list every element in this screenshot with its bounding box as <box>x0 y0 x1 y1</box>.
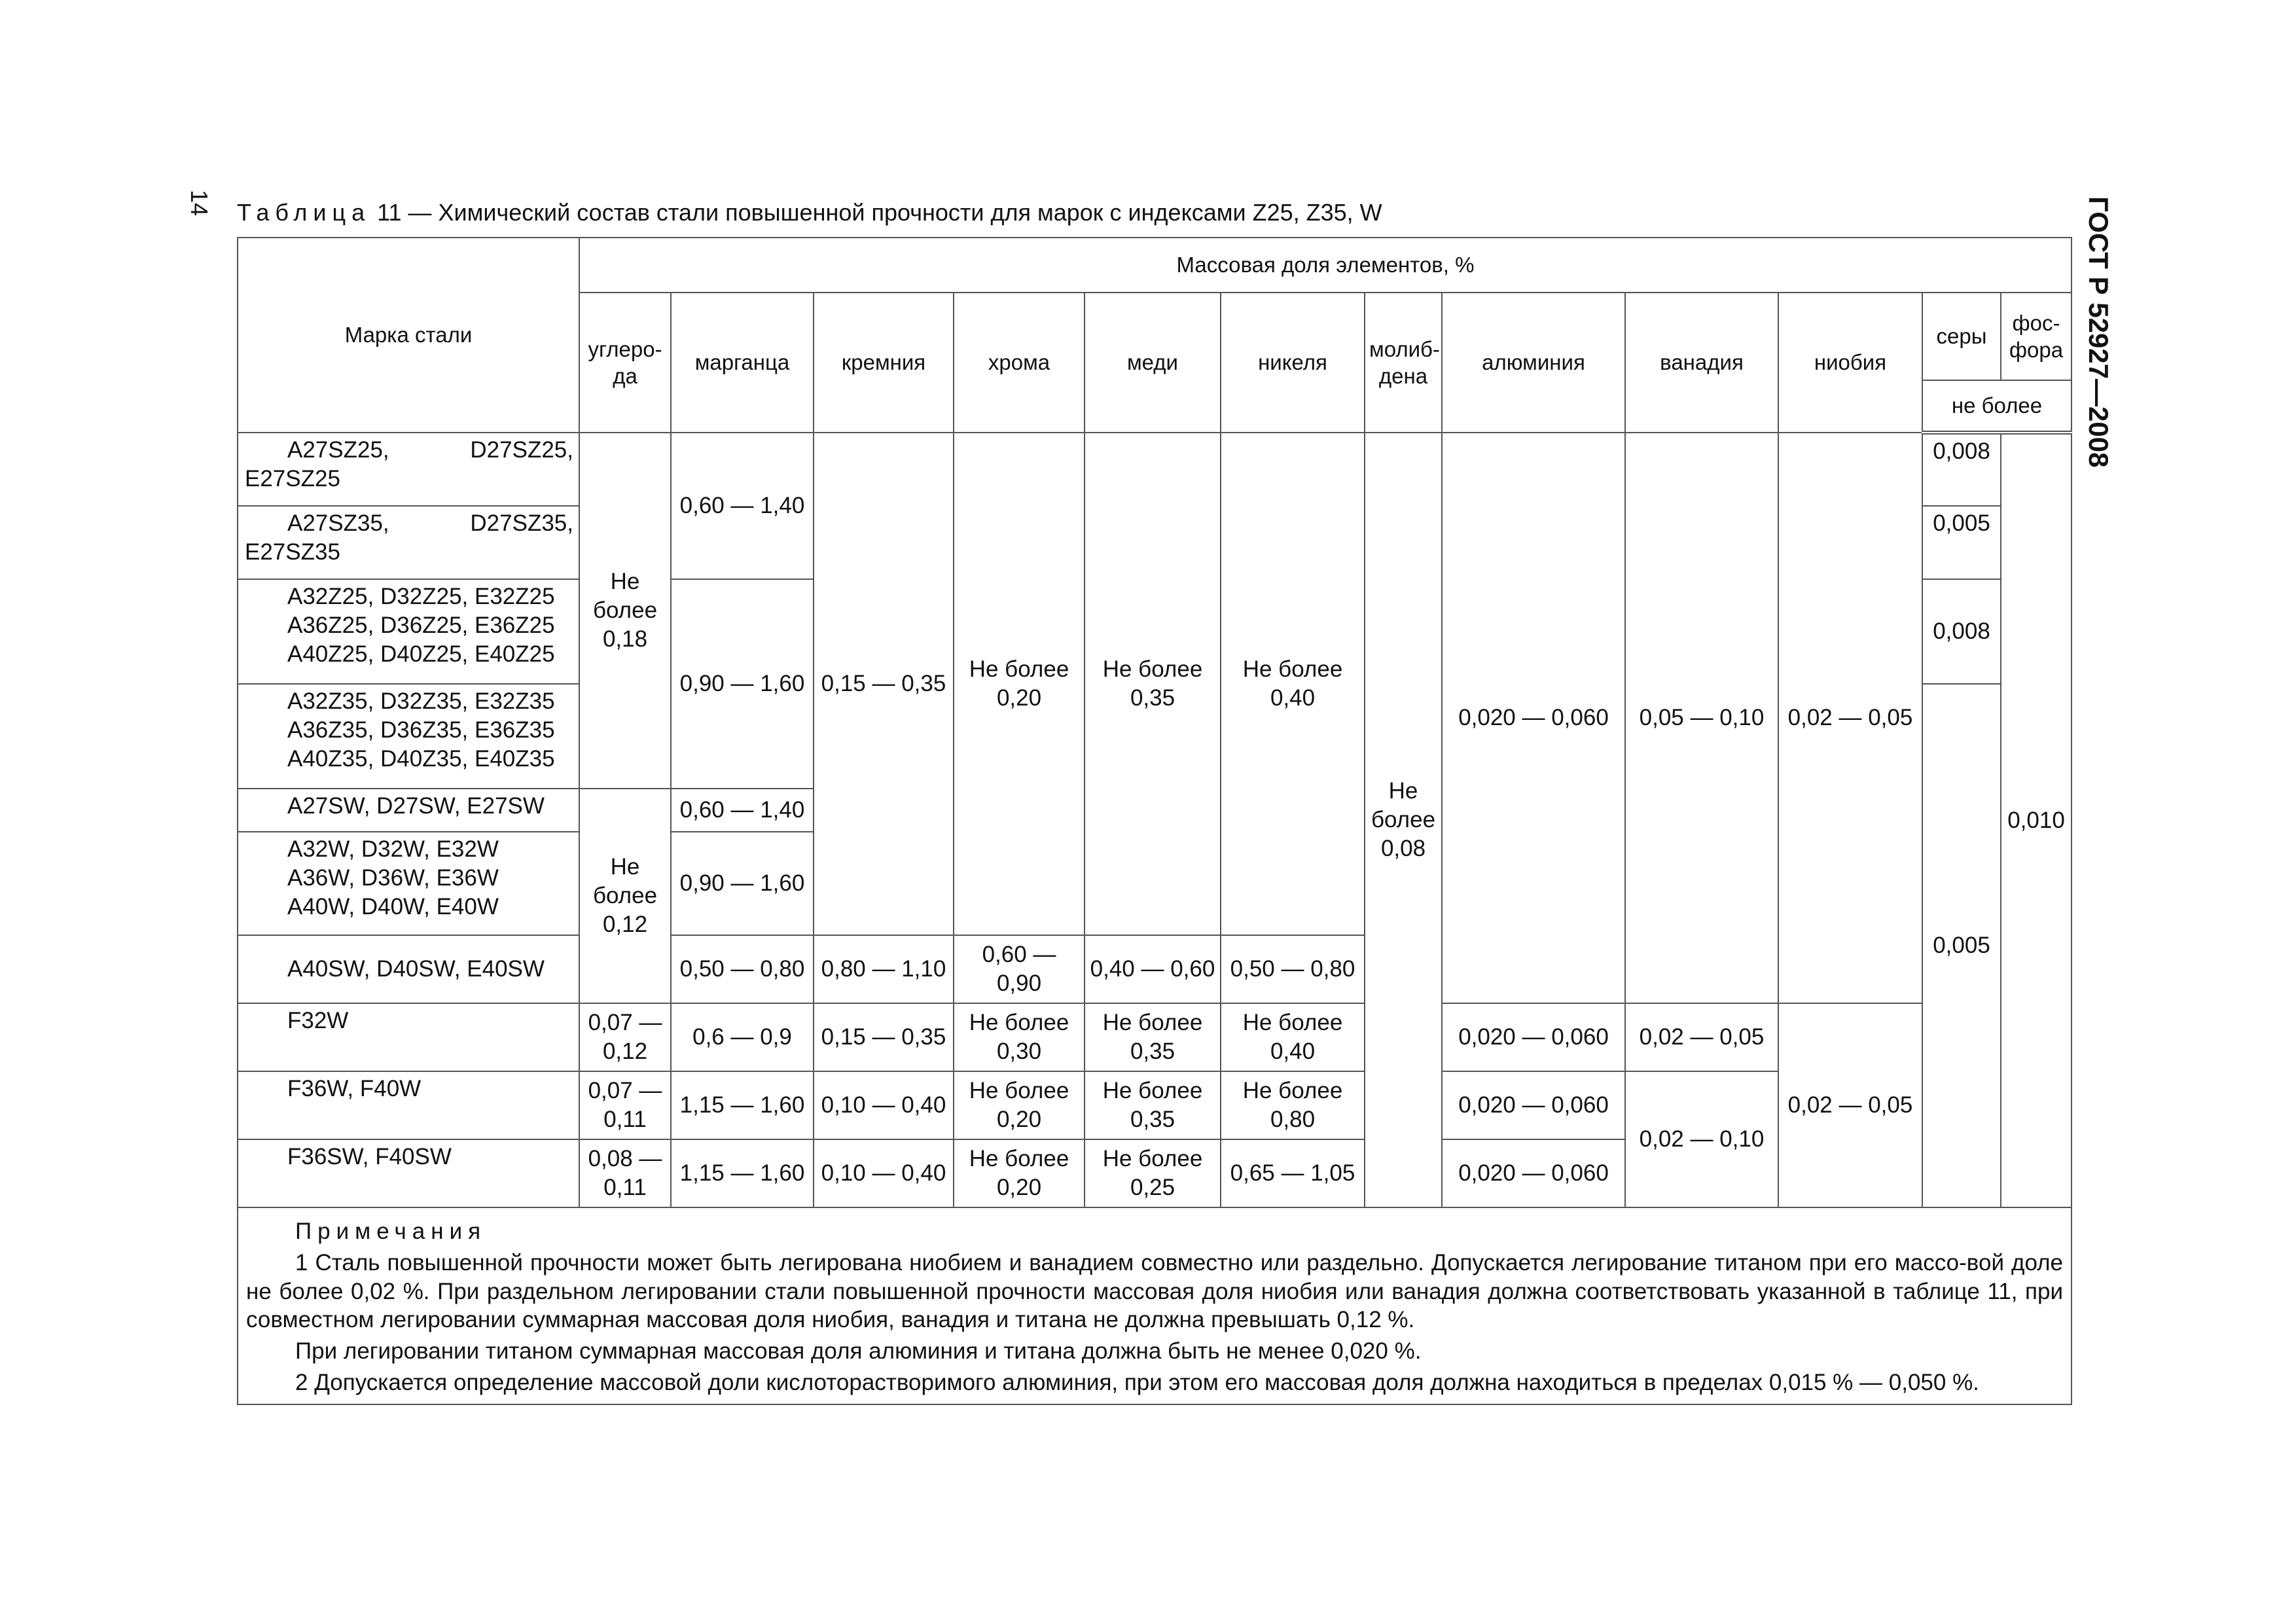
grade-line: A40Z35, D40Z35, E40Z35 <box>287 745 555 772</box>
nickel-value: 0,50 — 0,80 <box>1221 935 1365 1003</box>
document-code: ГОСТ Р 52927—2008 <box>2083 196 2114 468</box>
header-not-more: не более <box>1922 380 2072 433</box>
table-caption-label: Таблица <box>237 199 371 226</box>
note-2: 2 Допускается определение массовой доли кислоторастворимого алюминия, при этом его массовая доля должна находиться в пределах 0,015 % — 0,050 %. <box>295 1369 1979 1395</box>
header-niobium: ниобия <box>1778 293 1922 433</box>
copper-main: Не более 0,35 <box>1085 433 1221 935</box>
sulfur-main: 0,005 <box>1922 684 2001 1207</box>
grade-a27sz35: A27SZ35, <box>287 510 389 536</box>
manganese-value: 0,6 — 0,9 <box>671 1003 814 1071</box>
chromium-value: Не более 0,20 <box>954 1139 1085 1207</box>
header-silicon: кремния <box>814 293 954 433</box>
aluminium-value: 0,020 — 0,060 <box>1442 1071 1625 1139</box>
header-manganese: марганца <box>671 293 814 433</box>
table-notes <box>238 1207 2072 1404</box>
grade-cell <box>238 832 579 935</box>
silicon-value: 0,10 — 0,40 <box>814 1139 954 1207</box>
header-molybdenum: молиб-дена <box>1365 293 1442 433</box>
header-steel-grade: Марка стали <box>238 238 579 433</box>
chemical-composition-table <box>237 237 2072 1405</box>
chromium-main: Не более 0,20 <box>954 433 1085 935</box>
grade-line: A36W, D36W, E36W <box>287 865 499 891</box>
grade-f36w-f40w: F36W, F40W <box>238 1071 579 1139</box>
manganese-value: 1,15 — 1,60 <box>671 1139 814 1207</box>
grade-e27sz35: E27SZ35 <box>245 539 340 565</box>
carbon-value: 0,07 — 0,12 <box>579 1003 671 1071</box>
header-vanadium: ванадия <box>1625 293 1778 433</box>
grade-line: A40W, D40W, E40W <box>287 893 499 919</box>
note-1-titanium: При легировании титаном суммарная массовая доля алюминия и титана должна быть не менее 0,020 %. <box>295 1338 1422 1364</box>
header-sulfur: серы <box>1922 293 2001 380</box>
carbon-z-grades: Не более 0,18 <box>579 433 671 789</box>
nickel-value: 0,65 — 1,05 <box>1221 1139 1365 1207</box>
sulfur-value: 0,008 <box>1922 579 2001 684</box>
grade-f36sw-f40sw: F36SW, F40SW <box>238 1139 579 1207</box>
manganese-z-group1: 0,60 — 1,40 <box>671 433 814 579</box>
vanadium-value: 0,02 — 0,05 <box>1625 1003 1778 1071</box>
table-caption-text: 11 — Химический состав стали повышенной прочности для марок с индексами Z25, Z35, W <box>377 199 1382 226</box>
grade-e27sz25: E27SZ25 <box>245 465 340 491</box>
sulfur-value: 0,005 <box>1922 506 2001 579</box>
header-carbon: углеро-да <box>579 293 671 433</box>
carbon-w-grades: Не более 0,12 <box>579 789 671 1003</box>
aluminium-main: 0,020 — 0,060 <box>1442 433 1625 1003</box>
carbon-value: 0,08 — 0,11 <box>579 1139 671 1207</box>
sulfur-value: 0,008 <box>1922 433 2001 506</box>
header-mass-fraction: Массовая доля элементов, % <box>579 238 2072 293</box>
aluminium-value: 0,020 — 0,060 <box>1442 1003 1625 1071</box>
aluminium-value: 0,020 — 0,060 <box>1442 1139 1625 1207</box>
grade-line: A32W, D32W, E32W <box>287 836 499 862</box>
niobium-main: 0,02 — 0,05 <box>1778 433 1922 1003</box>
grade-line: A32Z35, D32Z35, E32Z35 <box>287 688 555 714</box>
grade-d27sz25: D27SZ25, <box>470 437 573 463</box>
grade-cell <box>238 506 579 579</box>
manganese-value: 0,90 — 1,60 <box>671 832 814 935</box>
header-aluminium: алюминия <box>1442 293 1625 433</box>
silicon-value: 0,15 — 0,35 <box>814 1003 954 1071</box>
header-chromium: хрома <box>954 293 1085 433</box>
grade-cell <box>238 433 579 506</box>
grade-cell <box>238 684 579 789</box>
grade-a27sz25: A27SZ25, <box>287 437 389 463</box>
copper-value: Не более 0,25 <box>1085 1139 1221 1207</box>
nickel-value: Не более 0,80 <box>1221 1071 1365 1139</box>
grade-f32w: F32W <box>238 1003 579 1071</box>
header-copper: меди <box>1085 293 1221 433</box>
page-number: 14 <box>186 190 213 217</box>
silicon-main: 0,15 — 0,35 <box>814 433 954 935</box>
manganese-value: 0,60 — 1,40 <box>671 789 814 832</box>
chromium-value: Не более 0,20 <box>954 1071 1085 1139</box>
header-nickel: никеля <box>1221 293 1365 433</box>
carbon-value: 0,07 — 0,11 <box>579 1071 671 1139</box>
copper-value: Не более 0,35 <box>1085 1003 1221 1071</box>
grade-d27sz35: D27SZ35, <box>470 510 573 536</box>
notes-title: Примечания <box>295 1219 487 1244</box>
nickel-value: Не более 0,40 <box>1221 1003 1365 1071</box>
silicon-value: 0,10 — 0,40 <box>814 1071 954 1139</box>
nickel-main: Не более 0,40 <box>1221 433 1365 935</box>
note-1: 1 Сталь повышенной прочности может быть легирована ниобием и ванадием совместно или раздельно. Допускается легирование титаном при его массо-вой доле не более 0,02 %. При раздельном легировании стали повышенной прочности массовая доля ниобия или ванадия должна соответствовать указанной в таблице 11, при совместном легировании суммарная массовая доля ниобия, ванадия и титана не должна превышать 0,12 %. <box>246 1249 2064 1333</box>
chromium-value: Не более 0,30 <box>954 1003 1085 1071</box>
copper-value: Не более 0,35 <box>1085 1071 1221 1139</box>
grade-line: A36Z25, D36Z25, E36Z25 <box>287 612 555 638</box>
copper-value: 0,40 — 0,60 <box>1085 935 1221 1003</box>
vanadium-main: 0,05 — 0,10 <box>1625 433 1778 1003</box>
vanadium-f-grades: 0,02 — 0,10 <box>1625 1071 1778 1207</box>
molybdenum-all: Не более 0,08 <box>1365 433 1442 1207</box>
grade-a27sw: A27SW, D27SW, E27SW <box>238 789 579 832</box>
manganese-value: 1,15 — 1,60 <box>671 1071 814 1139</box>
table-caption <box>237 199 1382 226</box>
manganese-value: 0,50 — 0,80 <box>671 935 814 1003</box>
grade-line: A32Z25, D32Z25, E32Z25 <box>287 584 555 609</box>
phosphorus-all: 0,010 <box>2001 433 2072 1207</box>
silicon-value: 0,80 — 1,10 <box>814 935 954 1003</box>
manganese-z-group2: 0,90 — 1,60 <box>671 579 814 789</box>
chromium-value: 0,60 — 0,90 <box>954 935 1085 1003</box>
grade-line: A36Z35, D36Z35, E36Z35 <box>287 717 555 743</box>
grade-line: A40Z25, D40Z25, E40Z25 <box>287 641 555 667</box>
niobium-f-grades: 0,02 — 0,05 <box>1778 1003 1922 1207</box>
grade-cell <box>238 579 579 684</box>
header-phosphorus: фос-фора <box>2001 293 2072 380</box>
grade-a40sw: A40SW, D40SW, E40SW <box>238 935 579 1003</box>
